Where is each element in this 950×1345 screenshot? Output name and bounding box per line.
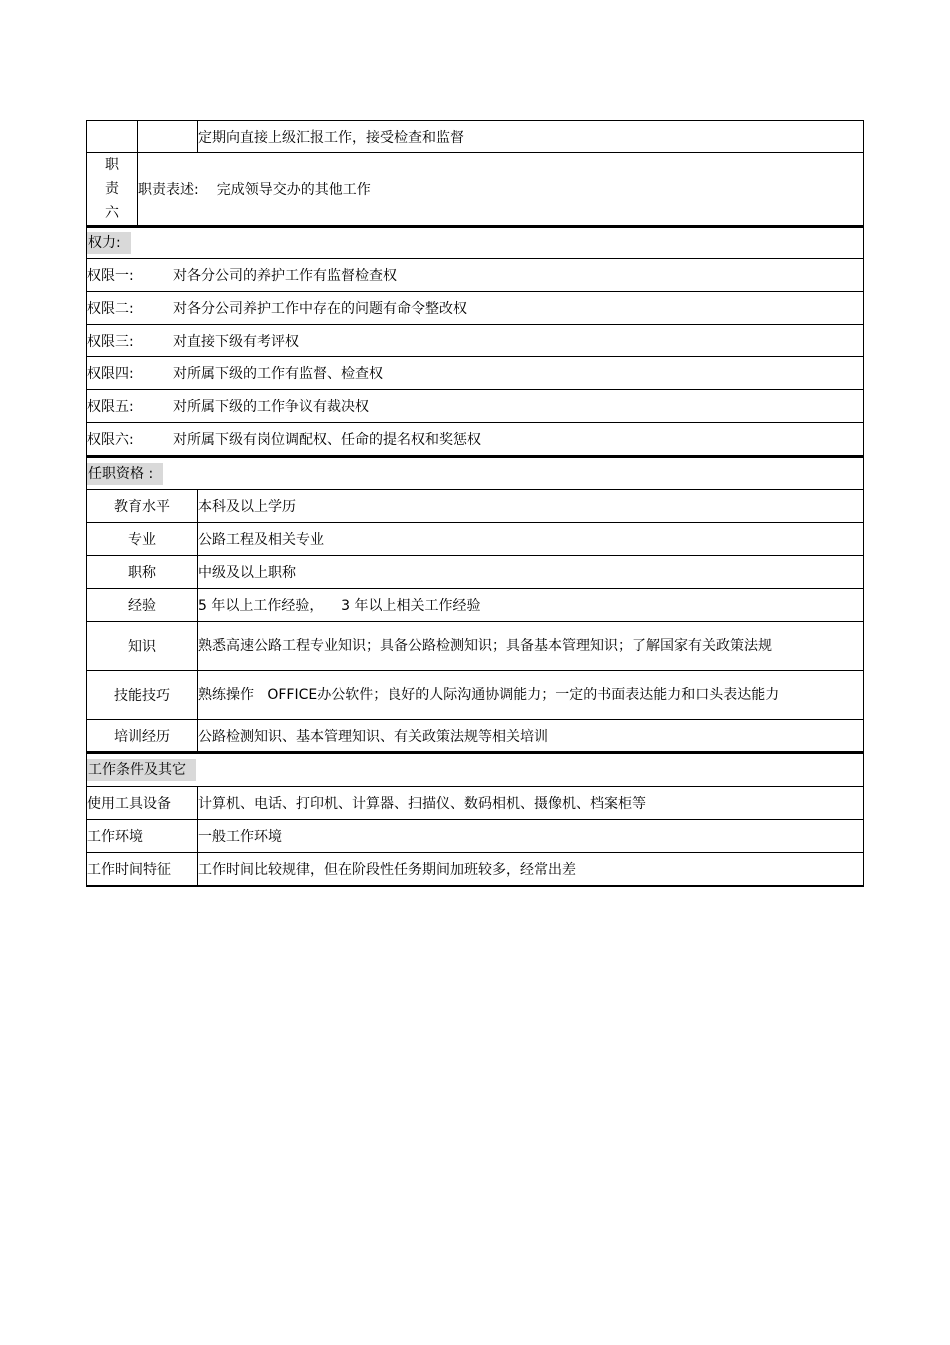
qualification-label: 专业 <box>128 532 156 548</box>
conditions-header: 工作条件及其它 <box>87 759 196 781</box>
duty-six-label <box>87 153 137 225</box>
conditions-label-cell <box>87 853 197 885</box>
conditions-label: 工作环境 <box>87 829 143 845</box>
qualification-label: 职称 <box>128 565 156 581</box>
authority-text: 对所属下级有岗位调配权、任命的提名权和奖惩权 <box>173 432 481 448</box>
qualification-header-row <box>86 456 864 490</box>
authority-label: 权限二: <box>87 301 134 317</box>
authority-text: 对各分公司养护工作中存在的问题有命令整改权 <box>173 301 467 317</box>
authority-item <box>86 292 864 325</box>
authority-label: 权限五: <box>87 399 134 415</box>
conditions-row <box>86 787 864 820</box>
duty-continuation-row <box>86 120 864 153</box>
authority-label: 权限三: <box>87 333 134 350</box>
job-description-table <box>86 120 864 887</box>
authority-item <box>86 357 864 390</box>
conditions-value-cell <box>197 853 863 885</box>
authority-item-cell <box>87 423 863 455</box>
qualification-value-cell <box>197 556 863 588</box>
qualification-value: 熟悉高速公路工程专业知识；具备公路检测知识；具备基本管理知识；了解国家有关政策法规 <box>198 638 772 654</box>
qualification-label-cell <box>87 523 197 555</box>
duty-six-label-char: 六 <box>105 205 119 221</box>
qualification-label: 知识 <box>128 639 156 655</box>
authority-label: 权限四: <box>87 366 134 382</box>
qualification-value: 熟练操作 OFFICE办公软件；良好的人际沟通协调能力；一定的书面表达能力和口头表达能力 <box>198 687 780 703</box>
qualification-row <box>86 622 864 671</box>
authority-header-cell <box>87 228 863 258</box>
qualification-header: 任职资格 : <box>87 463 163 485</box>
conditions-label-cell <box>87 787 197 819</box>
conditions-value: 计算机、电话、打印机、计算器、扫描仪、数码相机、摄像机、档案柜等 <box>198 796 646 812</box>
authority-item-cell <box>87 259 863 291</box>
authority-item <box>86 259 864 292</box>
qualification-value-cell <box>197 589 863 621</box>
duty-continuation-text: 定期向直接上级汇报工作，接受检查和监督 <box>198 129 464 146</box>
qualification-row <box>86 556 864 589</box>
qualification-value-cell <box>197 490 863 522</box>
conditions-header-row <box>86 752 864 787</box>
authority-item <box>86 423 864 456</box>
duty-six-content <box>137 153 863 225</box>
qualification-value: 5 年以上工作经验， 3 年以上相关工作经验 <box>198 598 481 614</box>
duty-index-cell <box>87 121 137 152</box>
authority-text: 对直接下级有考评权 <box>173 333 299 350</box>
qualification-label: 技能技巧 <box>114 688 170 704</box>
duty-continuation-cell <box>197 121 863 152</box>
duty-six-title: 职责表述: <box>138 182 199 198</box>
qualification-value-cell <box>197 523 863 555</box>
qualification-row <box>86 589 864 622</box>
authority-item-cell <box>87 357 863 389</box>
authority-item-cell <box>87 292 863 324</box>
authority-item <box>86 325 864 357</box>
conditions-value: 工作时间比较规律，但在阶段性任务期间加班较多，经常出差 <box>198 862 576 878</box>
duty-sub-cell <box>137 121 197 152</box>
conditions-value-cell <box>197 787 863 819</box>
conditions-row <box>86 853 864 887</box>
authority-label: 权限六: <box>87 432 134 448</box>
qualification-value: 本科及以上学历 <box>198 499 296 515</box>
authority-item-cell <box>87 325 863 356</box>
authority-text: 对所属下级的工作有监督、检查权 <box>173 366 383 382</box>
qualification-label-cell <box>87 622 197 670</box>
qualification-label-cell <box>87 490 197 522</box>
qualification-label-cell <box>87 720 197 751</box>
conditions-label: 工作时间特征 <box>87 862 171 878</box>
duty-six-text: 完成领导交办的其他工作 <box>216 182 371 198</box>
qualification-value-cell <box>197 720 863 751</box>
conditions-row <box>86 820 864 853</box>
authority-item <box>86 390 864 423</box>
authority-item-cell <box>87 390 863 422</box>
qualification-label: 经验 <box>128 598 156 614</box>
qualification-row <box>86 523 864 556</box>
conditions-header-cell <box>87 754 863 786</box>
duty-six-row <box>86 153 864 226</box>
duty-six-label-char: 责 <box>105 181 119 197</box>
qualification-row <box>86 490 864 523</box>
authority-label: 权限一: <box>87 268 134 284</box>
authority-text: 对所属下级的工作争议有裁决权 <box>173 399 369 415</box>
authority-text: 对各分公司的养护工作有监督检查权 <box>173 268 397 284</box>
qualification-value: 公路检测知识、基本管理知识、有关政策法规等相关培训 <box>198 728 548 745</box>
qualification-row <box>86 671 864 720</box>
authority-header: 权力: <box>87 232 131 254</box>
qualification-value-cell <box>197 622 863 670</box>
qualification-value: 中级及以上职称 <box>198 565 296 581</box>
qualification-label-cell <box>87 589 197 621</box>
duty-six-label-char: 职 <box>105 157 119 173</box>
qualification-label: 教育水平 <box>114 499 170 515</box>
qualification-value: 公路工程及相关专业 <box>198 532 324 548</box>
conditions-label: 使用工具设备 <box>87 796 171 812</box>
conditions-value-cell <box>197 820 863 852</box>
conditions-value: 一般工作环境 <box>198 829 282 845</box>
qualification-label: 培训经历 <box>114 728 170 745</box>
qualification-label-cell <box>87 556 197 588</box>
conditions-label-cell <box>87 820 197 852</box>
qualification-header-cell <box>87 458 863 489</box>
authority-header-row <box>86 226 864 259</box>
qualification-value-cell <box>197 671 863 719</box>
qualification-row <box>86 720 864 752</box>
qualification-label-cell <box>87 671 197 719</box>
